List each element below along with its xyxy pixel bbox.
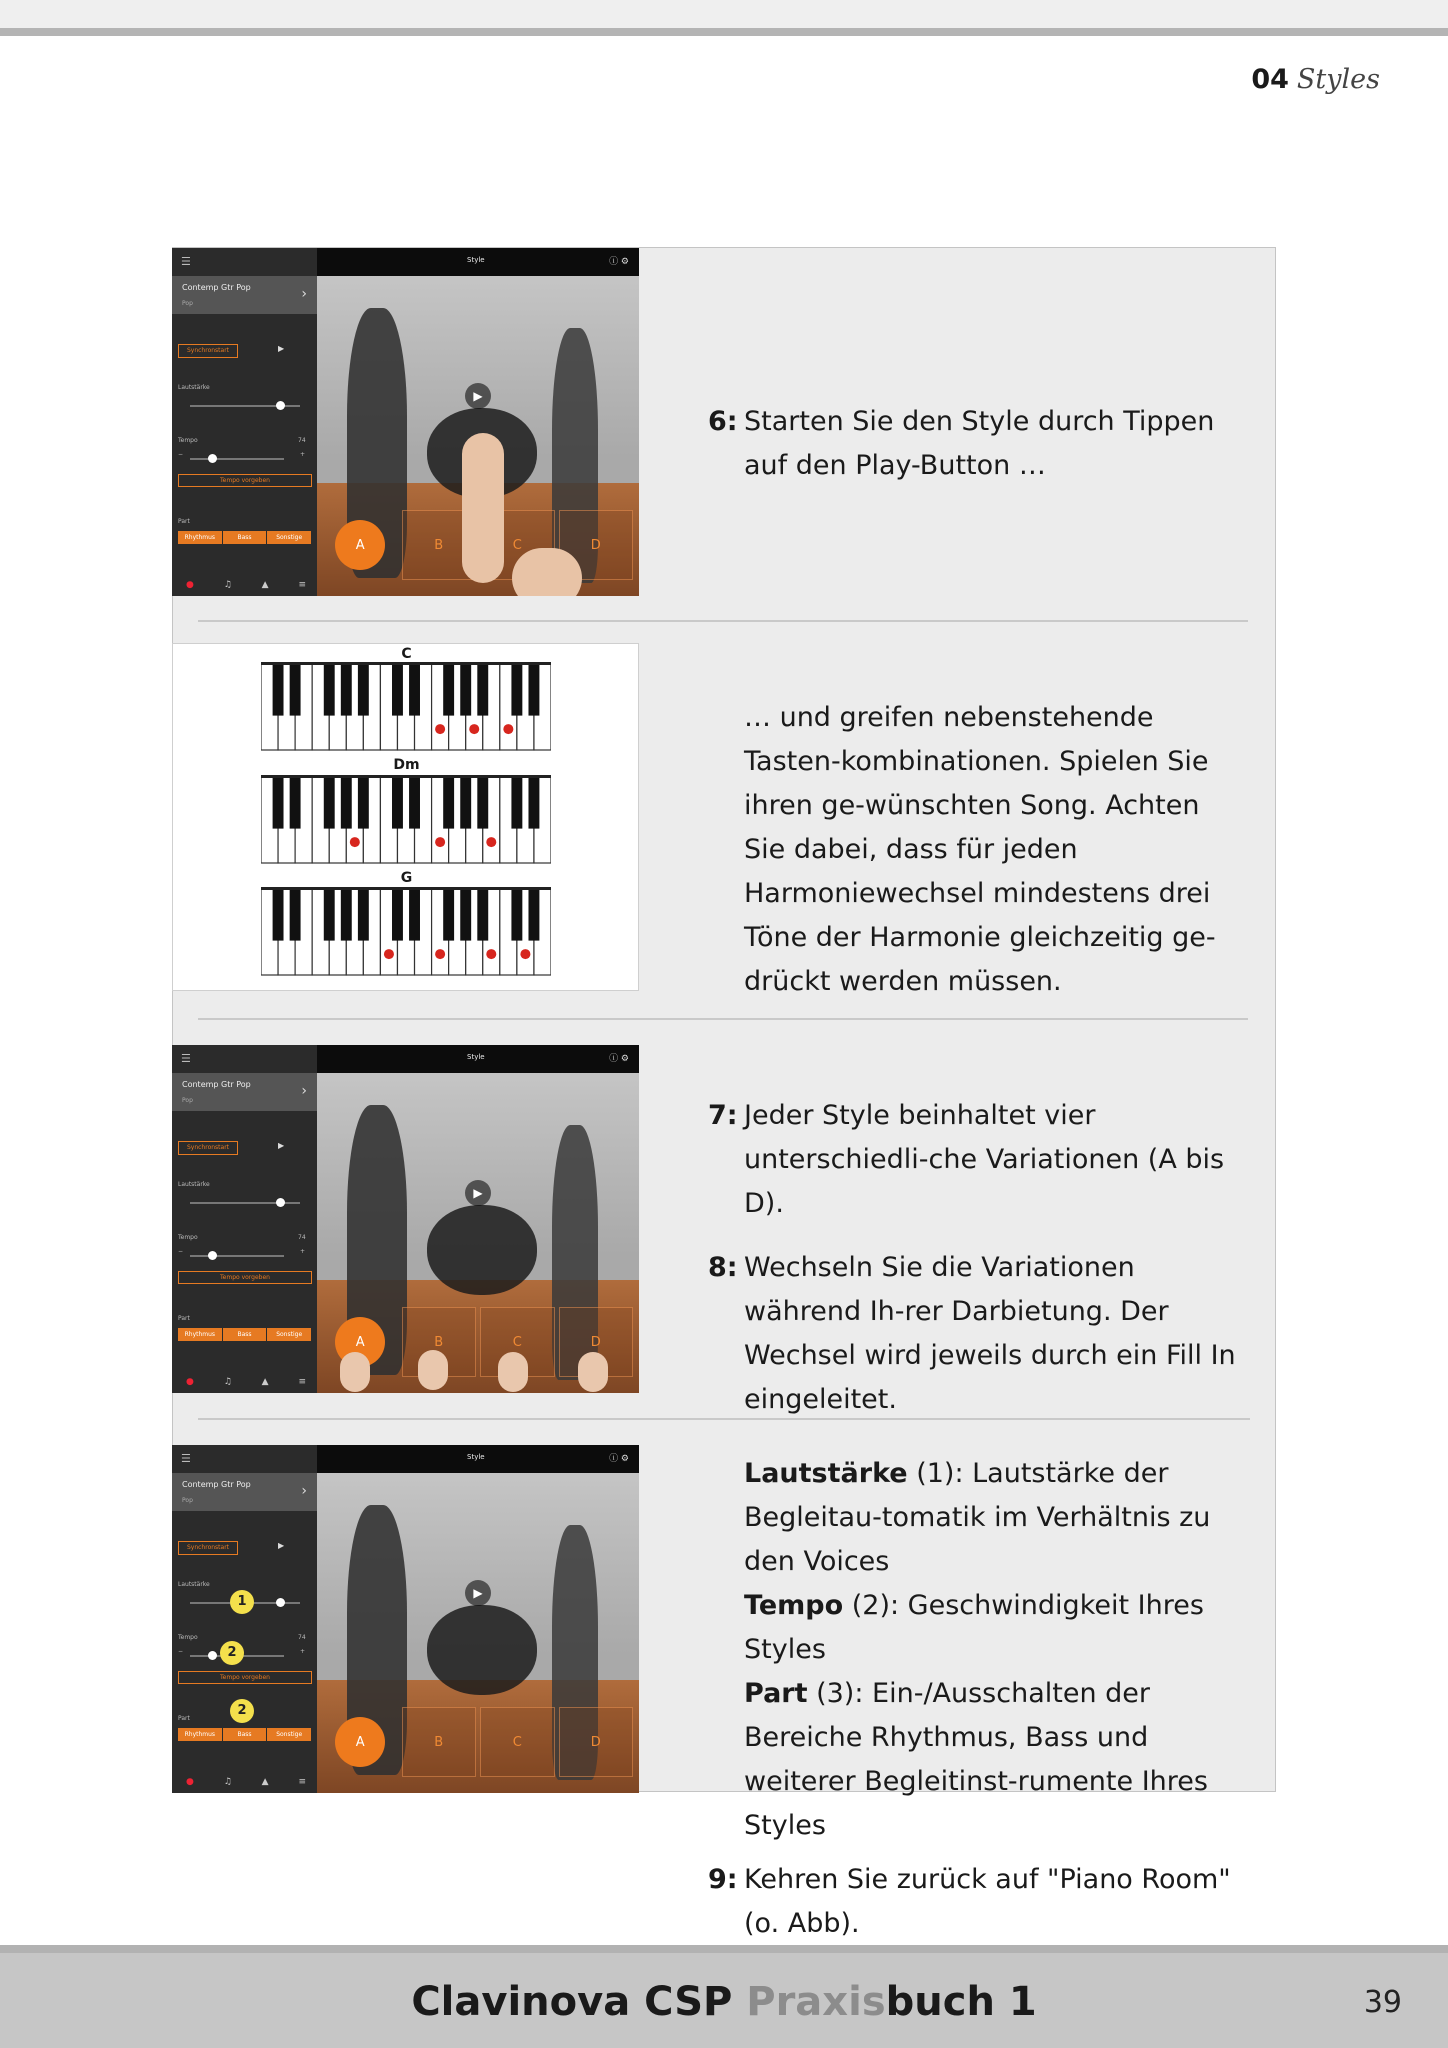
black-key xyxy=(460,664,471,716)
black-key xyxy=(511,889,522,941)
black-key xyxy=(511,777,522,829)
variation-b-pad[interactable]: B xyxy=(402,1307,477,1377)
tempo-value: 74 xyxy=(298,437,306,444)
keyboard-top-rail xyxy=(261,662,551,665)
page-footer xyxy=(0,1945,1448,2048)
legend-part xyxy=(708,1672,1248,1848)
callout-badge-3: 2 xyxy=(230,1699,254,1723)
chord-key-marker xyxy=(486,837,496,847)
fingertip-2 xyxy=(498,1352,528,1392)
black-key xyxy=(409,777,420,829)
step-6-text: Starten Sie den Style durch Tippen auf den Play-Button … xyxy=(744,406,1215,481)
black-key xyxy=(443,664,454,716)
tempo-slider[interactable] xyxy=(190,1255,284,1257)
part-rhythm-button[interactable]: Rhythmus xyxy=(178,1328,223,1341)
volume-slider-thumb[interactable] xyxy=(276,1598,285,1607)
tempo-plus-icon[interactable]: + xyxy=(300,1248,306,1255)
menu-icon[interactable]: ☰ xyxy=(181,1052,191,1065)
black-key xyxy=(273,664,284,716)
callout-badge-1: 1 xyxy=(230,1590,254,1614)
black-key xyxy=(290,664,301,716)
variation-c-pad[interactable]: C xyxy=(480,510,555,580)
chord-instructions xyxy=(708,696,1248,1004)
drum-kit xyxy=(427,1205,537,1295)
part-bass-button[interactable]: Bass xyxy=(223,531,268,544)
legend-volume xyxy=(708,1452,1248,1584)
chapter-number: 04 xyxy=(1251,64,1289,95)
step-9-text: Kehren Sie zurück auf "Piano Room" (o. Abb). xyxy=(744,1864,1231,1939)
legend-part-term: Part xyxy=(744,1678,808,1709)
app-title-bar xyxy=(317,248,639,276)
style-sidebar xyxy=(172,1045,317,1393)
style-stage xyxy=(317,1445,639,1793)
variation-c-pad[interactable]: C xyxy=(480,1307,555,1377)
style-sidebar xyxy=(172,1445,317,1793)
help-settings-icon[interactable]: ⓘ ⚙ xyxy=(609,1054,629,1064)
chord-key-marker xyxy=(350,837,360,847)
black-key xyxy=(528,889,539,941)
songs-icon[interactable]: ♫ xyxy=(223,1777,232,1787)
volume-slider[interactable] xyxy=(190,405,300,407)
part-rhythm-button[interactable]: Rhythmus xyxy=(178,1728,223,1741)
black-key xyxy=(443,889,454,941)
chapter-header xyxy=(1251,64,1380,95)
step-9-number: 9: xyxy=(708,1864,738,1895)
top-bar xyxy=(0,0,1448,36)
part-label: Part xyxy=(178,1315,190,1322)
songs-icon[interactable]: ♫ xyxy=(223,580,232,590)
black-key xyxy=(290,777,301,829)
screen-title: Style xyxy=(467,256,485,264)
variation-a-pad[interactable]: A xyxy=(323,1307,398,1377)
black-key xyxy=(392,777,403,829)
chevron-right-icon: › xyxy=(301,286,307,302)
steps-7-8-block xyxy=(708,1094,1248,1422)
black-key xyxy=(392,889,403,941)
play-button[interactable]: ▶ xyxy=(465,1580,491,1606)
black-key xyxy=(511,664,522,716)
bottom-toolbar xyxy=(186,580,306,590)
record-icon[interactable]: ● xyxy=(186,1377,194,1387)
tempo-plus-icon[interactable]: + xyxy=(300,1648,306,1655)
chord-keyboards xyxy=(172,643,639,991)
black-key xyxy=(460,777,471,829)
play-small-icon[interactable]: ▶ xyxy=(278,1141,285,1150)
tapping-finger xyxy=(462,433,504,583)
tempo-plus-icon[interactable]: + xyxy=(300,451,306,458)
help-settings-icon[interactable]: ⓘ ⚙ xyxy=(609,257,629,267)
book-title-c: buch 1 xyxy=(885,1979,1037,2025)
step-6-block xyxy=(708,400,1248,488)
keyboard-top-rail xyxy=(261,887,551,890)
page-number: 39 xyxy=(1363,1985,1402,2020)
step-7-text: Jeder Style beinhaltet vier unterschiedli-che Variationen (A bis D). xyxy=(744,1100,1225,1219)
app-screenshot-legend xyxy=(172,1445,639,1793)
preset-name: Contemp Gtr Pop xyxy=(182,1080,251,1089)
metronome-icon[interactable]: ▲ xyxy=(261,580,269,590)
black-key xyxy=(358,777,369,829)
tempo-tap-button[interactable]: Tempo vorgeben xyxy=(178,474,312,487)
style-stage xyxy=(317,1045,639,1393)
black-key xyxy=(358,889,369,941)
black-key xyxy=(341,777,352,829)
part-label: Part xyxy=(178,1715,190,1722)
book-title-a: Clavinova CSP xyxy=(411,1979,747,2025)
black-key xyxy=(341,664,352,716)
black-key xyxy=(273,777,284,829)
chord-label-g: G xyxy=(400,870,413,886)
part-bass-button[interactable]: Bass xyxy=(223,1328,268,1341)
keyboard-c xyxy=(261,662,551,752)
chord-label-c: C xyxy=(401,646,412,662)
app-screenshot-play xyxy=(172,248,639,596)
black-key xyxy=(290,889,301,941)
legend-volume-term: Lautstärke xyxy=(744,1458,908,1489)
tempo-slider-thumb[interactable] xyxy=(208,1651,217,1660)
black-key xyxy=(443,777,454,829)
part-rhythm-button[interactable]: Rhythmus xyxy=(178,531,223,544)
mixer-icon[interactable]: ≡ xyxy=(298,580,306,590)
part-other-button[interactable]: Sonstige xyxy=(267,1728,312,1741)
volume-slider[interactable] xyxy=(190,1202,300,1204)
tempo-minus-icon[interactable]: − xyxy=(178,1648,184,1655)
volume-slider-thumb[interactable] xyxy=(276,1198,285,1207)
black-key xyxy=(358,664,369,716)
play-small-icon[interactable]: ▶ xyxy=(278,1541,285,1550)
variation-b-pad[interactable]: B xyxy=(402,510,477,580)
variation-pads xyxy=(323,1707,633,1777)
tempo-tap-button[interactable]: Tempo vorgeben xyxy=(178,1271,312,1284)
chord-key-marker xyxy=(435,949,445,959)
part-other-button[interactable]: Sonstige xyxy=(267,1328,312,1341)
part-buttons xyxy=(178,531,312,544)
chord-key-marker xyxy=(384,949,394,959)
tempo-slider-thumb[interactable] xyxy=(208,454,217,463)
part-buttons xyxy=(178,1728,312,1741)
bottom-toolbar xyxy=(186,1777,306,1787)
tempo-minus-icon[interactable]: − xyxy=(178,451,184,458)
step-6-number: 6: xyxy=(708,406,738,437)
mixer-icon[interactable]: ≡ xyxy=(298,1777,306,1787)
chord-key-marker xyxy=(435,724,445,734)
book-title xyxy=(0,1979,1448,2025)
part-label: Part xyxy=(178,518,190,525)
step-8-text: Wechseln Sie die Variationen während Ih-rer Darbietung. Der Wechsel wird jeweils durch ein Fill In eingeleitet. xyxy=(744,1252,1236,1415)
play-button[interactable]: ▶ xyxy=(465,383,491,409)
callout-badge-2: 2 xyxy=(220,1641,244,1665)
chord-key-marker xyxy=(503,724,513,734)
black-key xyxy=(528,664,539,716)
fingertip-3 xyxy=(578,1352,608,1392)
preset-category: Pop xyxy=(182,1097,193,1104)
legend-volume-text: (1): Lautstärke der Begleitau-tomatik im Verhältnis zu den Voices xyxy=(744,1458,1211,1577)
tempo-label: Tempo xyxy=(178,437,198,444)
volume-label: Lautstärke xyxy=(178,384,210,391)
preset-category: Pop xyxy=(182,300,193,307)
help-settings-icon[interactable]: ⓘ ⚙ xyxy=(609,1454,629,1464)
black-key xyxy=(477,889,488,941)
volume-label: Lautstärke xyxy=(178,1581,210,1588)
black-key xyxy=(324,664,335,716)
tempo-slider[interactable] xyxy=(190,458,284,460)
bottom-toolbar xyxy=(186,1377,306,1387)
tempo-label: Tempo xyxy=(178,1634,198,1641)
metronome-icon[interactable]: ▲ xyxy=(261,1777,269,1787)
style-sidebar xyxy=(172,248,317,596)
black-key xyxy=(324,777,335,829)
variation-d-pad[interactable]: D xyxy=(559,510,634,580)
legend-tempo xyxy=(708,1584,1248,1672)
tempo-tap-button[interactable]: Tempo vorgeben xyxy=(178,1671,312,1684)
record-icon[interactable]: ● xyxy=(186,580,194,590)
part-other-button[interactable]: Sonstige xyxy=(267,531,312,544)
black-key xyxy=(273,889,284,941)
app-title-bar xyxy=(317,1445,639,1473)
tempo-value: 74 xyxy=(298,1234,306,1241)
variation-b-pad[interactable]: B xyxy=(402,1707,477,1777)
chord-key-marker xyxy=(520,949,530,959)
legend-part-text: (3): Ein-/Ausschalten der Bereiche Rhythmus, Bass und weiterer Begleitinst-rumente Ihres Styles xyxy=(744,1678,1208,1841)
section-divider xyxy=(198,620,1248,622)
variation-d-pad[interactable]: D xyxy=(559,1707,634,1777)
volume-slider-thumb[interactable] xyxy=(276,401,285,410)
section-divider xyxy=(198,1018,1248,1020)
variation-a-pad[interactable]: A xyxy=(323,1707,398,1777)
mixer-icon[interactable]: ≡ xyxy=(298,1377,306,1387)
record-icon[interactable]: ● xyxy=(186,1777,194,1787)
play-button[interactable]: ▶ xyxy=(465,1180,491,1206)
keyboard-g xyxy=(261,887,551,977)
style-selector[interactable] xyxy=(172,1073,317,1111)
chord-key-marker xyxy=(469,724,479,734)
hand-knuckle xyxy=(512,548,582,596)
chord-text: … und greifen nebenstehende Tasten-kombinationen. Spielen Sie ihren ge-wünschten Song. Achten Sie dabei, dass für jeden Harmoniewechsel mindestens drei Töne der Harmonie gleichzeitig ge-drückt werden müssen. xyxy=(744,702,1216,997)
step-7-number: 7: xyxy=(708,1100,738,1131)
tempo-value: 74 xyxy=(298,1634,306,1641)
chevron-right-icon: › xyxy=(301,1083,307,1099)
black-key xyxy=(409,889,420,941)
app-title-bar xyxy=(317,1045,639,1073)
black-key xyxy=(324,889,335,941)
sync-start-button[interactable]: Synchronstart xyxy=(178,1541,238,1555)
black-key xyxy=(477,777,488,829)
black-key xyxy=(477,664,488,716)
part-buttons xyxy=(178,1328,312,1341)
screen-title: Style xyxy=(467,1453,485,1461)
black-key xyxy=(392,664,403,716)
fingertip-0 xyxy=(340,1352,370,1392)
variation-c-pad[interactable]: C xyxy=(480,1707,555,1777)
variation-a-pad[interactable]: A xyxy=(323,510,398,580)
variation-d-pad[interactable]: D xyxy=(559,1307,634,1377)
black-key xyxy=(460,889,471,941)
black-key xyxy=(341,889,352,941)
sync-start-button[interactable]: Synchronstart xyxy=(178,1141,238,1155)
chevron-right-icon: › xyxy=(301,1483,307,1499)
chord-key-marker xyxy=(486,949,496,959)
chord-key-marker xyxy=(435,837,445,847)
volume-label: Lautstärke xyxy=(178,1181,210,1188)
book-title-b: Praxis xyxy=(746,1979,886,2025)
preset-category: Pop xyxy=(182,1497,193,1504)
keyboard-top-rail xyxy=(261,775,551,778)
app-screenshot-variations xyxy=(172,1045,639,1393)
fingertip-1 xyxy=(418,1350,448,1390)
black-key xyxy=(528,777,539,829)
keyboard-dm xyxy=(261,775,551,865)
legend-block xyxy=(708,1452,1248,1946)
black-key xyxy=(409,664,420,716)
menu-icon[interactable]: ☰ xyxy=(181,255,191,268)
chord-label-dm: Dm xyxy=(393,757,420,773)
menu-icon[interactable]: ☰ xyxy=(181,1452,191,1465)
metronome-icon[interactable]: ▲ xyxy=(261,1377,269,1387)
part-bass-button[interactable]: Bass xyxy=(223,1728,268,1741)
tempo-label: Tempo xyxy=(178,1234,198,1241)
legend-tempo-term: Tempo xyxy=(744,1590,844,1621)
tempo-slider-thumb[interactable] xyxy=(208,1251,217,1260)
style-selector[interactable] xyxy=(172,276,317,314)
preset-name: Contemp Gtr Pop xyxy=(182,283,251,292)
screen-title: Style xyxy=(467,1053,485,1061)
step-8-number: 8: xyxy=(708,1252,738,1283)
sync-start-button[interactable]: Synchronstart xyxy=(178,344,238,358)
drum-kit xyxy=(427,1605,537,1695)
style-selector[interactable] xyxy=(172,1473,317,1511)
chapter-name: Styles xyxy=(1296,64,1380,95)
play-small-icon[interactable]: ▶ xyxy=(278,344,285,353)
preset-name: Contemp Gtr Pop xyxy=(182,1480,251,1489)
songs-icon[interactable]: ♫ xyxy=(223,1377,232,1387)
tempo-minus-icon[interactable]: − xyxy=(178,1248,184,1255)
legend-tempo-text: (2): Geschwindigkeit Ihres Styles xyxy=(744,1590,1204,1665)
